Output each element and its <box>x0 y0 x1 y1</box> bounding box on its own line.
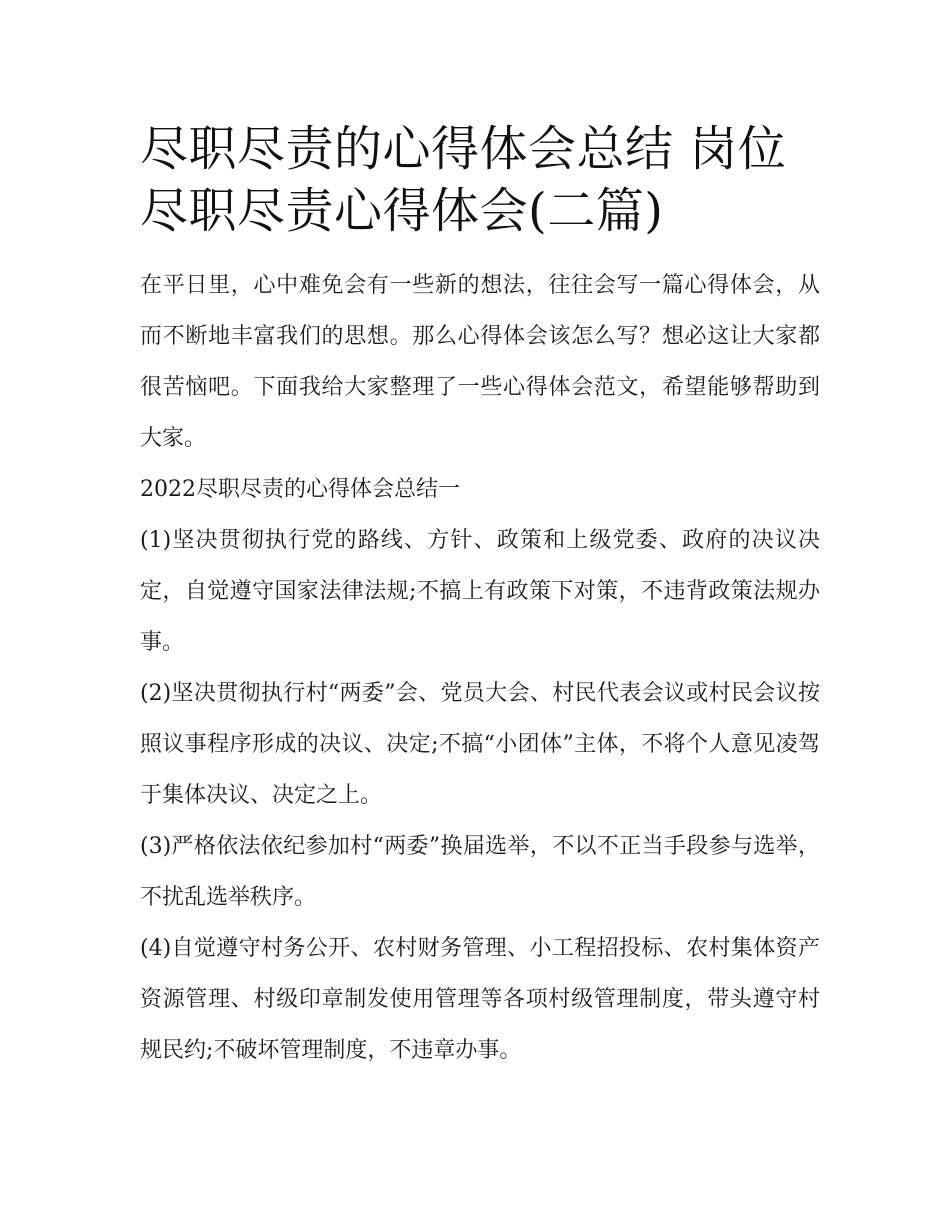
document-title: 尽职尽责的心得体会总结 岗位尽职尽责心得体会(二篇) <box>140 121 787 239</box>
clause-paragraph-1: (1)坚决贯彻执行党的路线、方针、政策和上级党委、政府的决议决定，自觉遵守国家法律法规;不搞上有政策下对策，不违背政策法规办事。 <box>140 528 820 655</box>
clause-paragraph-2: (2)坚决贯彻执行村“两委”会、党员大会、村民代表会议或村民会议按照议事程序形成的决议、决定;不搞“小团体”主体，不将个人意见凌驾于集体决议、决定之上。 <box>140 681 820 808</box>
clause-paragraph-3: (3)严格依法依纪参加村“两委”换届选举，不以不正当手段参与选举，不扰乱选举秩序。 <box>140 834 820 910</box>
intro-paragraph: 在平日里，心中难免会有一些新的想法，往往会写一篇心得体会，从而不断地丰富我们的思想。那么心得体会该怎么写？想必这让大家都很苦恼吧。下面我给大家整理了一些心得体会范文，希望能够帮助到大家。 <box>140 273 820 451</box>
clause-paragraph-4: (4)自觉遵守村务公开、农村财务管理、小工程招投标、农村集体资产资源管理、村级印章制发使用管理等各项村级管理制度，带头遵守村规民约;不破坏管理制度，不违章办事。 <box>140 936 820 1063</box>
section-heading: 2022尽职尽责的心得体会总结一 <box>140 477 460 502</box>
document-body <box>140 118 820 1076</box>
